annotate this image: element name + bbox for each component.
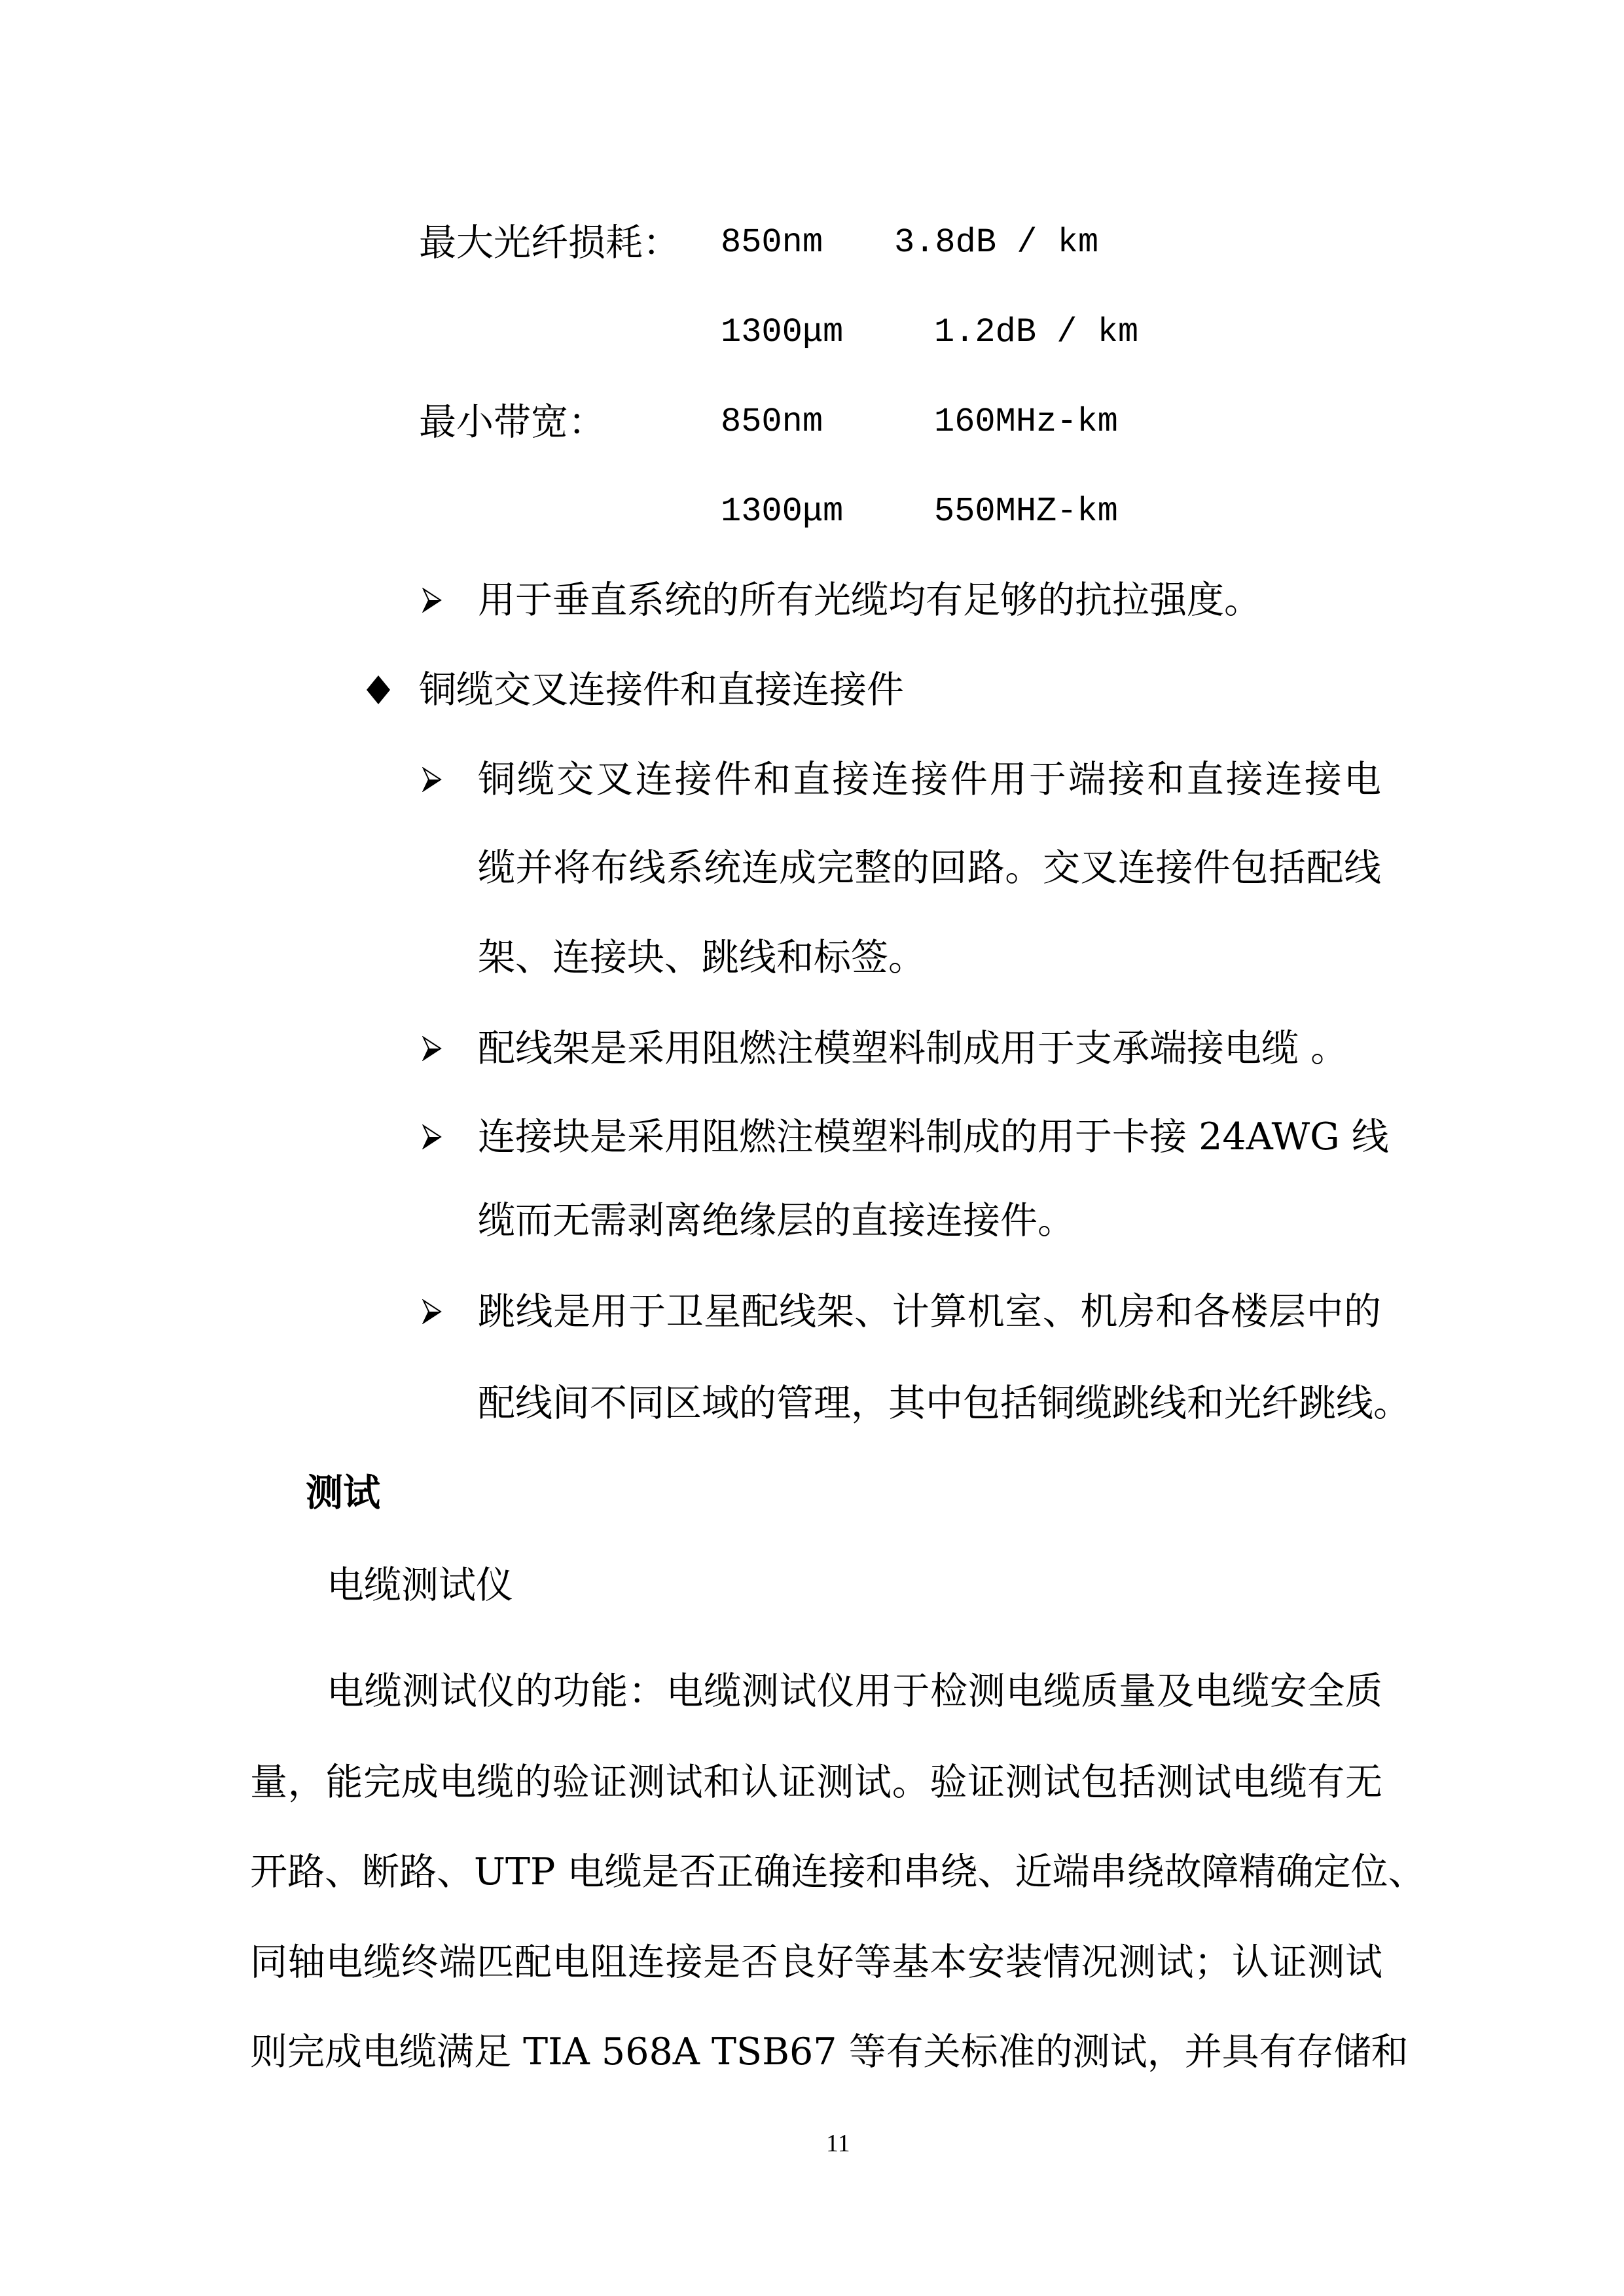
spec-value: 160MHz-km <box>934 403 1118 441</box>
arrow-bullet-icon <box>422 1299 442 1324</box>
spec-label-min-bandwidth: 最小带宽： <box>419 401 605 444</box>
spec-value: 3.8dB / km <box>894 223 1099 262</box>
spec-wavelength: 1300μm <box>721 492 844 531</box>
page-number: 11 <box>826 2130 850 2157</box>
section-title-copper: 铜缆交叉连接件和直接连接件 <box>419 668 904 711</box>
spec-value: 1.2dB / km <box>934 313 1139 351</box>
bullet-text: 缆而无需剥离绝缘层的直接连接件。 <box>478 1199 1075 1242</box>
bullet-text: 架、连接块、跳线和标签。 <box>478 936 926 979</box>
spec-wavelength: 850nm <box>721 403 823 441</box>
paragraph-line: 则完成电缆满足 TIA 568A TSB67 等有关标准的测试，并具有存储和 <box>250 2030 1409 2073</box>
spec-wavelength: 850nm <box>721 223 823 262</box>
bullet-text: 配线间不同区域的管理，其中包括铜缆跳线和光纤跳线。 <box>478 1382 1411 1425</box>
section-heading-test: 测试 <box>306 1471 380 1515</box>
arrow-bullet-icon <box>422 767 442 792</box>
paragraph-line: 同轴电缆终端匹配电阻连接是否良好等基本安装情况测试；认证测试 <box>250 1941 1382 1984</box>
bullet-text: 跳线是用于卫星配线架、计算机室、机房和各楼层中的 <box>478 1290 1381 1333</box>
paragraph-line: 电缆测试仪的功能：电缆测试仪用于检测电缆质量及电缆安全质 <box>327 1670 1382 1713</box>
bullet-text: 缆并将布线系统连成完整的回路。交叉连接件包括配线 <box>478 846 1381 889</box>
bullet-text: 铜缆交叉连接件和直接连接件用于端接和直接连接电 <box>478 758 1381 801</box>
subheading-cable-tester: 电缆测试仪 <box>327 1564 513 1607</box>
bullet-text: 用于垂直系统的所有光缆均有足够的抗拉强度。 <box>478 579 1261 622</box>
diamond-bullet-icon <box>365 675 391 705</box>
spec-wavelength: 1300μm <box>721 313 844 351</box>
spec-label-max-loss: 最大光纤损耗： <box>419 221 680 264</box>
arrow-bullet-icon <box>422 1036 442 1061</box>
paragraph-line: 量，能完成电缆的验证测试和认证测试。验证测试包括测试电缆有无 <box>250 1761 1382 1804</box>
spec-value: 550MHZ-km <box>934 492 1118 531</box>
arrow-bullet-icon <box>422 588 442 613</box>
paragraph-line: 开路、断路、UTP 电缆是否正确连接和串绕、近端串绕故障精确定位、 <box>250 1850 1426 1893</box>
bullet-text: 配线架是采用阻燃注模塑料制成用于支承端接电缆 。 <box>478 1027 1348 1070</box>
arrow-bullet-icon <box>422 1124 442 1149</box>
bullet-text: 连接块是采用阻燃注模塑料制成的用于卡接 24AWG 线 <box>478 1115 1389 1158</box>
